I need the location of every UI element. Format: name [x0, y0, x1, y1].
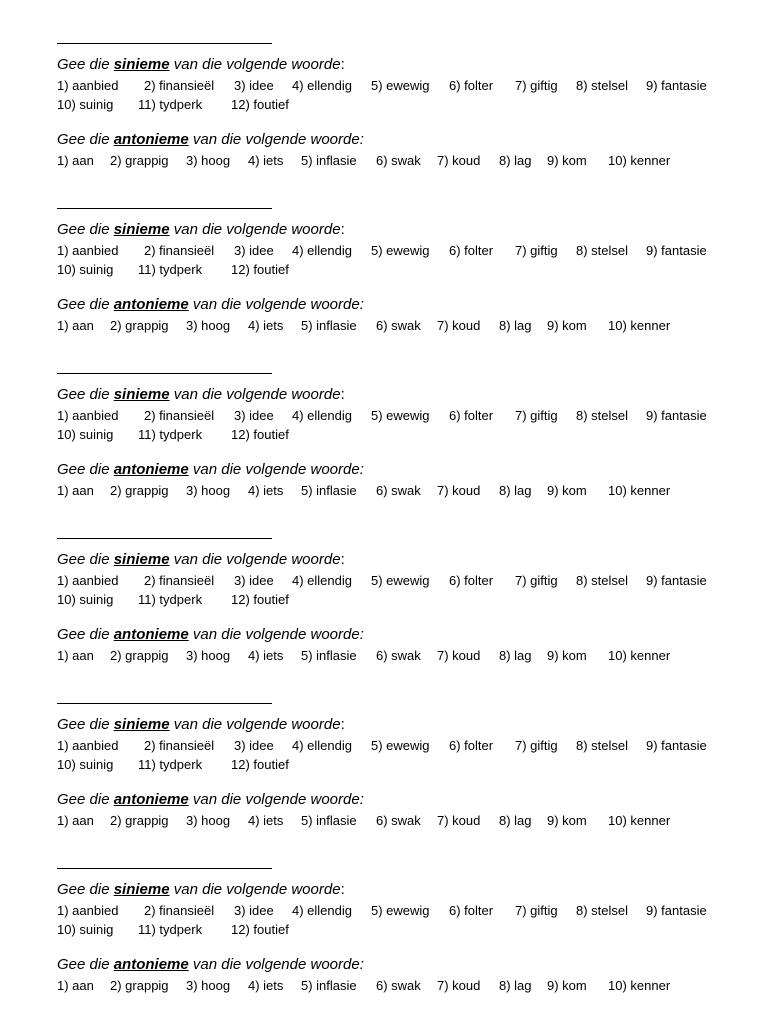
word-item: 9) fantasie: [646, 408, 707, 423]
word-item: 4) ellendig: [292, 78, 352, 93]
word-item: 9) fantasie: [646, 78, 707, 93]
synonyms-heading: [57, 881, 345, 899]
heading-keyword: sinieme: [113, 716, 170, 733]
antonyms-heading: [57, 956, 364, 974]
heading-keyword: antonieme: [113, 461, 189, 478]
word-item: 11) tydperk: [138, 922, 203, 937]
antonyms-heading: [57, 296, 364, 314]
heading-prefix: Gee die: [57, 551, 114, 568]
word-item: 3) idee: [234, 408, 274, 423]
word-item: 6) folter: [449, 738, 494, 753]
word-item: 4) ellendig: [292, 408, 352, 423]
word-item: 12) foutief: [231, 592, 289, 607]
word-item: 3) idee: [234, 78, 274, 93]
word-item: 8) stelsel: [576, 903, 629, 918]
heading-prefix: Gee die: [57, 956, 114, 973]
heading-keyword: sinieme: [113, 56, 170, 73]
word-item: 9) kom: [547, 978, 587, 993]
word-item: 7) giftig: [515, 78, 558, 93]
name-line: [57, 208, 272, 209]
heading-keyword: sinieme: [113, 386, 170, 403]
synonyms-heading: [57, 56, 345, 74]
word-item: 6) folter: [449, 408, 494, 423]
word-item: 2) finansieël: [144, 243, 215, 258]
word-item: 10) suinig: [57, 592, 114, 607]
word-item: 8) lag: [499, 153, 532, 168]
heading-prefix: Gee die: [57, 881, 114, 898]
name-line: [57, 703, 272, 704]
word-item: 7) koud: [437, 978, 481, 993]
word-item: 10) kenner: [608, 813, 671, 828]
heading-prefix: Gee die: [57, 716, 114, 733]
word-item: 2) finansieël: [144, 408, 215, 423]
word-item: 8) lag: [499, 648, 532, 663]
heading-suffix: van die volgende woorde:: [188, 296, 364, 313]
word-item: 7) koud: [437, 648, 481, 663]
word-item: 11) tydperk: [138, 427, 203, 442]
heading-colon: :: [340, 386, 345, 403]
word-item: 7) giftig: [515, 903, 558, 918]
name-line: [57, 43, 272, 44]
word-item: 4) iets: [248, 483, 284, 498]
word-item: 8) stelsel: [576, 573, 629, 588]
word-item: 7) giftig: [515, 573, 558, 588]
word-item: 10) kenner: [608, 648, 671, 663]
word-item: 3) hoog: [186, 153, 231, 168]
word-item: 9) kom: [547, 318, 587, 333]
name-line: [57, 538, 272, 539]
name-line: [57, 868, 272, 869]
heading-keyword: sinieme: [113, 551, 170, 568]
word-item: 3) idee: [234, 903, 274, 918]
word-item: 6) swak: [376, 978, 421, 993]
word-item: 2) grappig: [110, 483, 169, 498]
word-item: 11) tydperk: [138, 262, 203, 277]
word-item: 3) hoog: [186, 978, 231, 993]
word-item: 4) ellendig: [292, 903, 352, 918]
word-item: 1) aan: [57, 318, 94, 333]
synonyms-heading: [57, 221, 345, 239]
word-item: 12) foutief: [231, 757, 289, 772]
word-item: 5) ewewig: [371, 903, 430, 918]
word-item: 4) iets: [248, 648, 284, 663]
word-item: 4) iets: [248, 153, 284, 168]
word-item: 5) ewewig: [371, 78, 430, 93]
word-item: 9) kom: [547, 483, 587, 498]
word-item: 12) foutief: [231, 427, 289, 442]
heading-prefix: Gee die: [57, 386, 114, 403]
antonyms-heading: [57, 626, 364, 644]
word-item: 3) idee: [234, 243, 274, 258]
word-item: 8) lag: [499, 318, 532, 333]
word-item: 5) ewewig: [371, 243, 430, 258]
word-item: 12) foutief: [231, 922, 289, 937]
word-item: 1) aanbied: [57, 243, 119, 258]
word-item: 2) grappig: [110, 813, 169, 828]
word-item: 11) tydperk: [138, 592, 203, 607]
synonyms-heading: [57, 551, 345, 569]
heading-colon: :: [340, 881, 345, 898]
word-item: 1) aanbied: [57, 903, 119, 918]
word-item: 5) inflasie: [301, 153, 357, 168]
heading-keyword: antonieme: [113, 296, 189, 313]
word-item: 6) swak: [376, 483, 421, 498]
word-item: 3) hoog: [186, 813, 231, 828]
heading-colon: :: [340, 56, 345, 73]
word-item: 10) kenner: [608, 483, 671, 498]
word-item: 7) giftig: [515, 243, 558, 258]
word-item: 5) inflasie: [301, 318, 357, 333]
word-item: 5) inflasie: [301, 978, 357, 993]
word-item: 10) suinig: [57, 922, 114, 937]
heading-prefix: Gee die: [57, 296, 114, 313]
word-item: 4) ellendig: [292, 738, 352, 753]
word-item: 2) finansieël: [144, 738, 215, 753]
heading-prefix: Gee die: [57, 131, 114, 148]
synonyms-heading: [57, 386, 345, 404]
word-item: 10) suinig: [57, 427, 114, 442]
word-item: 4) iets: [248, 978, 284, 993]
word-item: 7) koud: [437, 813, 481, 828]
word-item: 1) aan: [57, 648, 94, 663]
word-item: 7) koud: [437, 318, 481, 333]
heading-keyword: sinieme: [113, 881, 170, 898]
word-item: 5) ewewig: [371, 408, 430, 423]
word-item: 1) aanbied: [57, 573, 119, 588]
heading-prefix: Gee die: [57, 56, 114, 73]
word-item: 4) iets: [248, 813, 284, 828]
word-item: 2) grappig: [110, 153, 169, 168]
word-item: 8) lag: [499, 813, 532, 828]
word-item: 9) kom: [547, 153, 587, 168]
word-item: 7) koud: [437, 153, 481, 168]
word-item: 4) ellendig: [292, 243, 352, 258]
word-item: 9) kom: [547, 813, 587, 828]
word-item: 2) grappig: [110, 318, 169, 333]
word-item: 9) fantasie: [646, 738, 707, 753]
word-item: 3) idee: [234, 738, 274, 753]
word-item: 7) giftig: [515, 738, 558, 753]
word-item: 7) koud: [437, 483, 481, 498]
word-item: 5) inflasie: [301, 648, 357, 663]
word-item: 1) aan: [57, 978, 94, 993]
word-item: 6) folter: [449, 243, 494, 258]
word-item: 6) swak: [376, 318, 421, 333]
word-item: 3) hoog: [186, 318, 231, 333]
heading-suffix: van die volgende woorde: [169, 551, 341, 568]
heading-suffix: van die volgende woorde:: [188, 791, 364, 808]
heading-prefix: Gee die: [57, 626, 114, 643]
heading-prefix: Gee die: [57, 221, 114, 238]
word-item: 1) aanbied: [57, 78, 119, 93]
word-item: 3) hoog: [186, 648, 231, 663]
word-item: 6) swak: [376, 153, 421, 168]
word-item: 3) hoog: [186, 483, 231, 498]
word-item: 8) stelsel: [576, 243, 629, 258]
heading-colon: :: [340, 551, 345, 568]
word-item: 10) suinig: [57, 757, 114, 772]
word-item: 1) aan: [57, 483, 94, 498]
word-item: 1) aan: [57, 813, 94, 828]
word-item: 9) kom: [547, 648, 587, 663]
heading-suffix: van die volgende woorde:: [188, 131, 364, 148]
antonyms-heading: [57, 461, 364, 479]
word-item: 11) tydperk: [138, 757, 203, 772]
heading-colon: :: [340, 221, 345, 238]
word-item: 5) inflasie: [301, 483, 357, 498]
word-item: 8) stelsel: [576, 408, 629, 423]
antonyms-heading: [57, 791, 364, 809]
heading-suffix: van die volgende woorde: [169, 221, 341, 238]
word-item: 4) ellendig: [292, 573, 352, 588]
word-item: 10) suinig: [57, 262, 114, 277]
word-item: 12) foutief: [231, 97, 289, 112]
word-item: 6) swak: [376, 813, 421, 828]
heading-suffix: van die volgende woorde:: [188, 956, 364, 973]
word-item: 8) stelsel: [576, 738, 629, 753]
word-item: 10) kenner: [608, 978, 671, 993]
word-item: 2) finansieël: [144, 903, 215, 918]
word-item: 4) iets: [248, 318, 284, 333]
word-item: 9) fantasie: [646, 243, 707, 258]
word-item: 10) kenner: [608, 318, 671, 333]
heading-keyword: sinieme: [113, 221, 170, 238]
word-item: 9) fantasie: [646, 573, 707, 588]
heading-suffix: van die volgende woorde: [169, 881, 341, 898]
heading-suffix: van die volgende woorde: [169, 56, 341, 73]
word-item: 6) folter: [449, 573, 494, 588]
word-item: 3) idee: [234, 573, 274, 588]
word-item: 2) finansieël: [144, 78, 215, 93]
heading-keyword: antonieme: [113, 791, 189, 808]
word-item: 6) swak: [376, 648, 421, 663]
word-item: 5) ewewig: [371, 573, 430, 588]
word-item: 2) finansieël: [144, 573, 215, 588]
word-item: 8) lag: [499, 978, 532, 993]
word-item: 10) suinig: [57, 97, 114, 112]
word-item: 8) stelsel: [576, 78, 629, 93]
name-line: [57, 373, 272, 374]
word-item: 7) giftig: [515, 408, 558, 423]
word-item: 10) kenner: [608, 153, 671, 168]
heading-colon: :: [340, 716, 345, 733]
heading-suffix: van die volgende woorde: [169, 386, 341, 403]
word-item: 8) lag: [499, 483, 532, 498]
synonyms-heading: [57, 716, 345, 734]
heading-prefix: Gee die: [57, 461, 114, 478]
heading-keyword: antonieme: [113, 626, 189, 643]
heading-suffix: van die volgende woorde: [169, 716, 341, 733]
word-item: 1) aanbied: [57, 408, 119, 423]
heading-keyword: antonieme: [113, 131, 189, 148]
word-item: 5) ewewig: [371, 738, 430, 753]
word-item: 1) aanbied: [57, 738, 119, 753]
word-item: 6) folter: [449, 903, 494, 918]
word-item: 11) tydperk: [138, 97, 203, 112]
heading-keyword: antonieme: [113, 956, 189, 973]
antonyms-heading: [57, 131, 364, 149]
word-item: 6) folter: [449, 78, 494, 93]
word-item: 2) grappig: [110, 978, 169, 993]
heading-suffix: van die volgende woorde:: [188, 626, 364, 643]
word-item: 12) foutief: [231, 262, 289, 277]
word-item: 1) aan: [57, 153, 94, 168]
heading-suffix: van die volgende woorde:: [188, 461, 364, 478]
word-item: 5) inflasie: [301, 813, 357, 828]
word-item: 2) grappig: [110, 648, 169, 663]
heading-prefix: Gee die: [57, 791, 114, 808]
word-item: 9) fantasie: [646, 903, 707, 918]
